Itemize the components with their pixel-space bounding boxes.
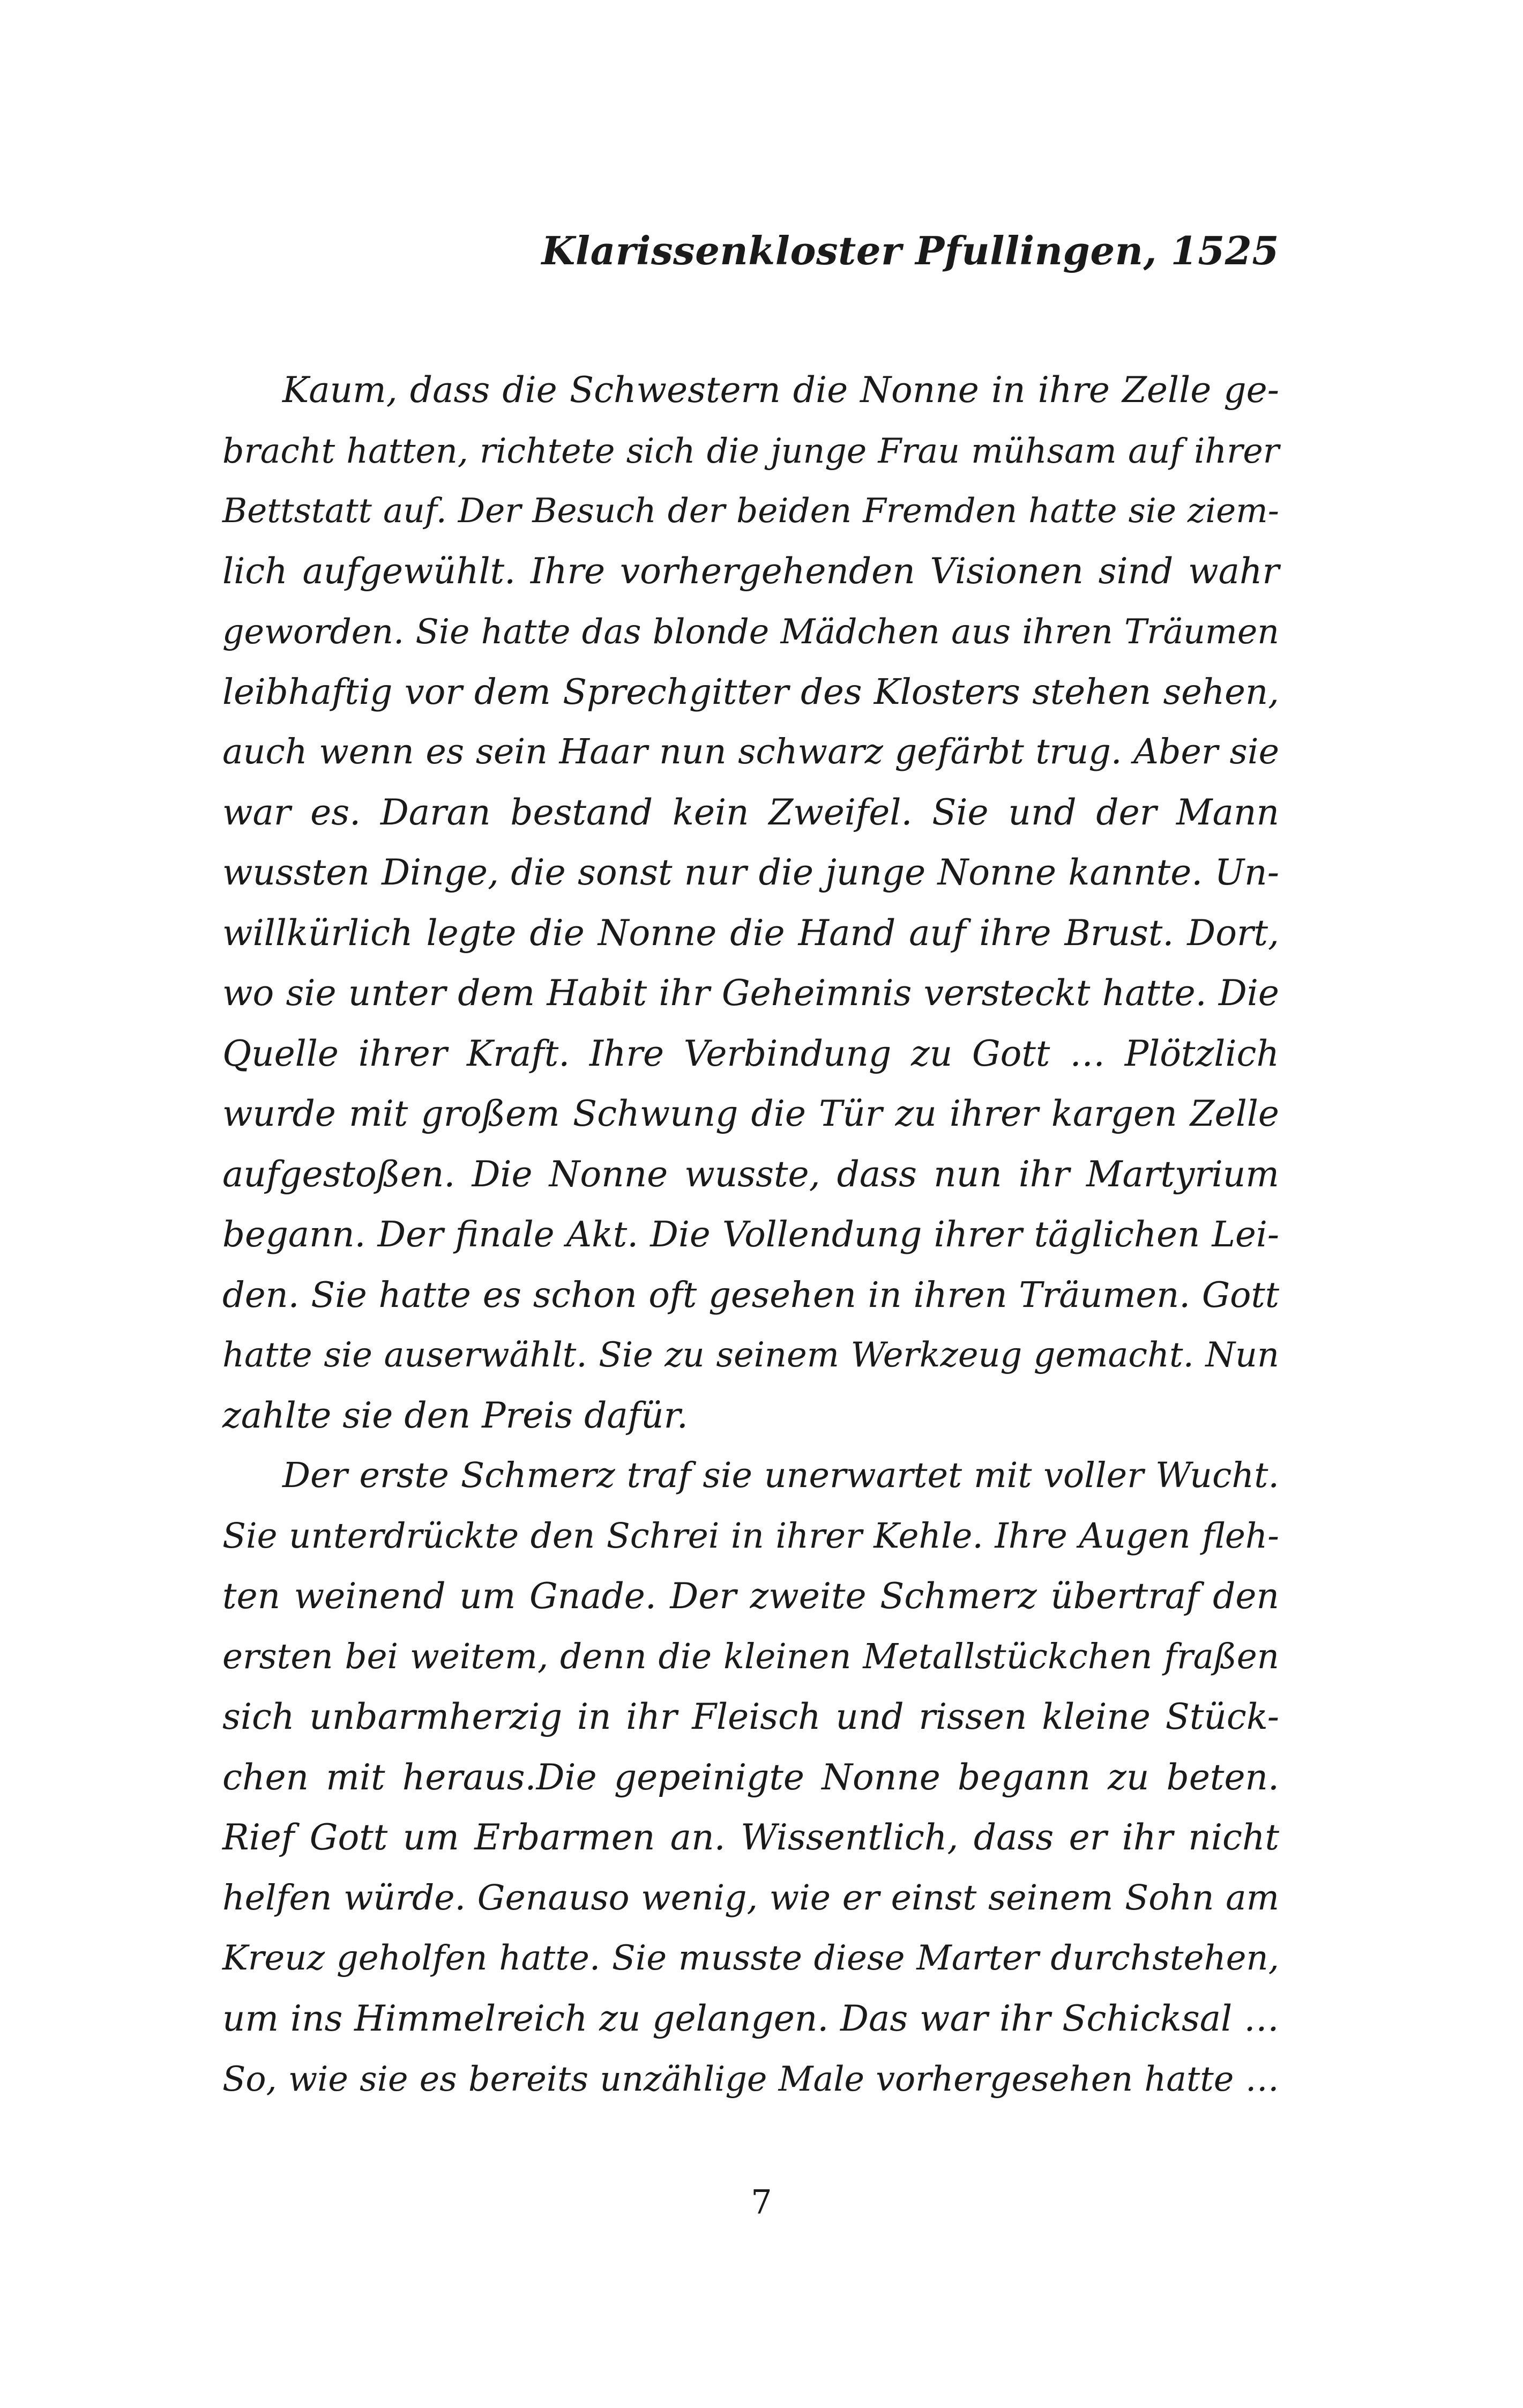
text-line: zahlte sie den Preis dafür. (222, 1394, 688, 1436)
text-line: Kreuz geholfen hatte. Sie musste diese Marter durchstehen, (222, 1938, 1279, 1978)
text-line: lich aufgewühlt. Ihre vorhergehenden Visionen sind wahr (222, 550, 1279, 592)
text-line: wurde mit großem Schwung die Tür zu ihrer kargen Zelle (222, 1093, 1279, 1134)
text-line: helfen würde. Genauso wenig, wie er einst seinem Sohn am (222, 1877, 1279, 1918)
text-line: ersten bei weitem, denn die kleinen Metallstückchen fraßen (222, 1636, 1279, 1677)
text-line: Der erste Schmerz traf sie unerwartet mit voller Wucht. (282, 1455, 1279, 1496)
text-line: willkürlich legte die Nonne die Hand auf ihre Brust. Dort, (222, 912, 1279, 954)
text-line: Rief Gott um Erbarmen an. Wissentlich, dass er ihr nicht (222, 1817, 1279, 1858)
text-line: wussten Dinge, die sonst nur die junge Nonne kannte. Un- (222, 852, 1279, 893)
text-line: den. Sie hatte es schon oft gesehen in ihren Träumen. Gott (222, 1274, 1279, 1316)
text-line: sich unbarmherzig in ihr Fleisch und rissen kleine Stück- (222, 1696, 1279, 1737)
text-line: ten weinend um Gnade. Der zweite Schmerz übertraf den (222, 1575, 1279, 1617)
text-line: hatte sie auserwählt. Sie zu seinem Werkzeug gemacht. Nun (222, 1335, 1279, 1375)
text-line: geworden. Sie hatte das blonde Mädchen aus ihren Träumen (222, 612, 1279, 651)
text-line: um ins Himmelreich zu gelangen. Das war ihr Schicksal … (222, 1997, 1279, 2039)
text-line: bracht hatten, richtete sich die junge Frau mühsam auf ihrer (222, 430, 1279, 471)
text-line: war es. Daran bestand kein Zweifel. Sie und der Mann (222, 791, 1279, 833)
text-line: wo sie unter dem Habit ihr Geheimnis versteckt hatte. Die (222, 972, 1279, 1014)
text-line: So, wie sie es bereits unzählige Male vorhergesehen hatte … (222, 2059, 1279, 2099)
text-line: Quelle ihrer Kraft. Ihre Verbindung zu Gott … Plötzlich (222, 1032, 1279, 1074)
text-line: Bettstatt auf. Der Besuch der beiden Fremden hatte sie ziem- (222, 491, 1279, 530)
text-line: auch wenn es sein Haar nun schwarz gefärbt trug. Aber sie (222, 732, 1279, 772)
chapter-heading: Klarissenkloster Pfullingen, 1525 (541, 228, 1279, 273)
page-number: 7 (751, 2182, 772, 2221)
body-text (222, 360, 1279, 2109)
text-line: leibhaftig vor dem Sprechgitter des Klosters stehen sehen, (222, 671, 1279, 712)
text-line: chen mit heraus.Die gepeinigte Nonne begann zu beten. (222, 1756, 1279, 1798)
text-line: Sie unterdrückte den Schrei in ihrer Kehle. Ihre Augen fleh- (222, 1515, 1279, 1556)
text-line: Kaum, dass die Schwestern die Nonne in ihre Zelle ge- (282, 369, 1279, 411)
text-line: aufgestoßen. Die Nonne wusste, dass nun ihr Martyrium (222, 1153, 1279, 1195)
text-line: begann. Der finale Akt. Die Vollendung ihrer täglichen Lei- (222, 1214, 1279, 1255)
